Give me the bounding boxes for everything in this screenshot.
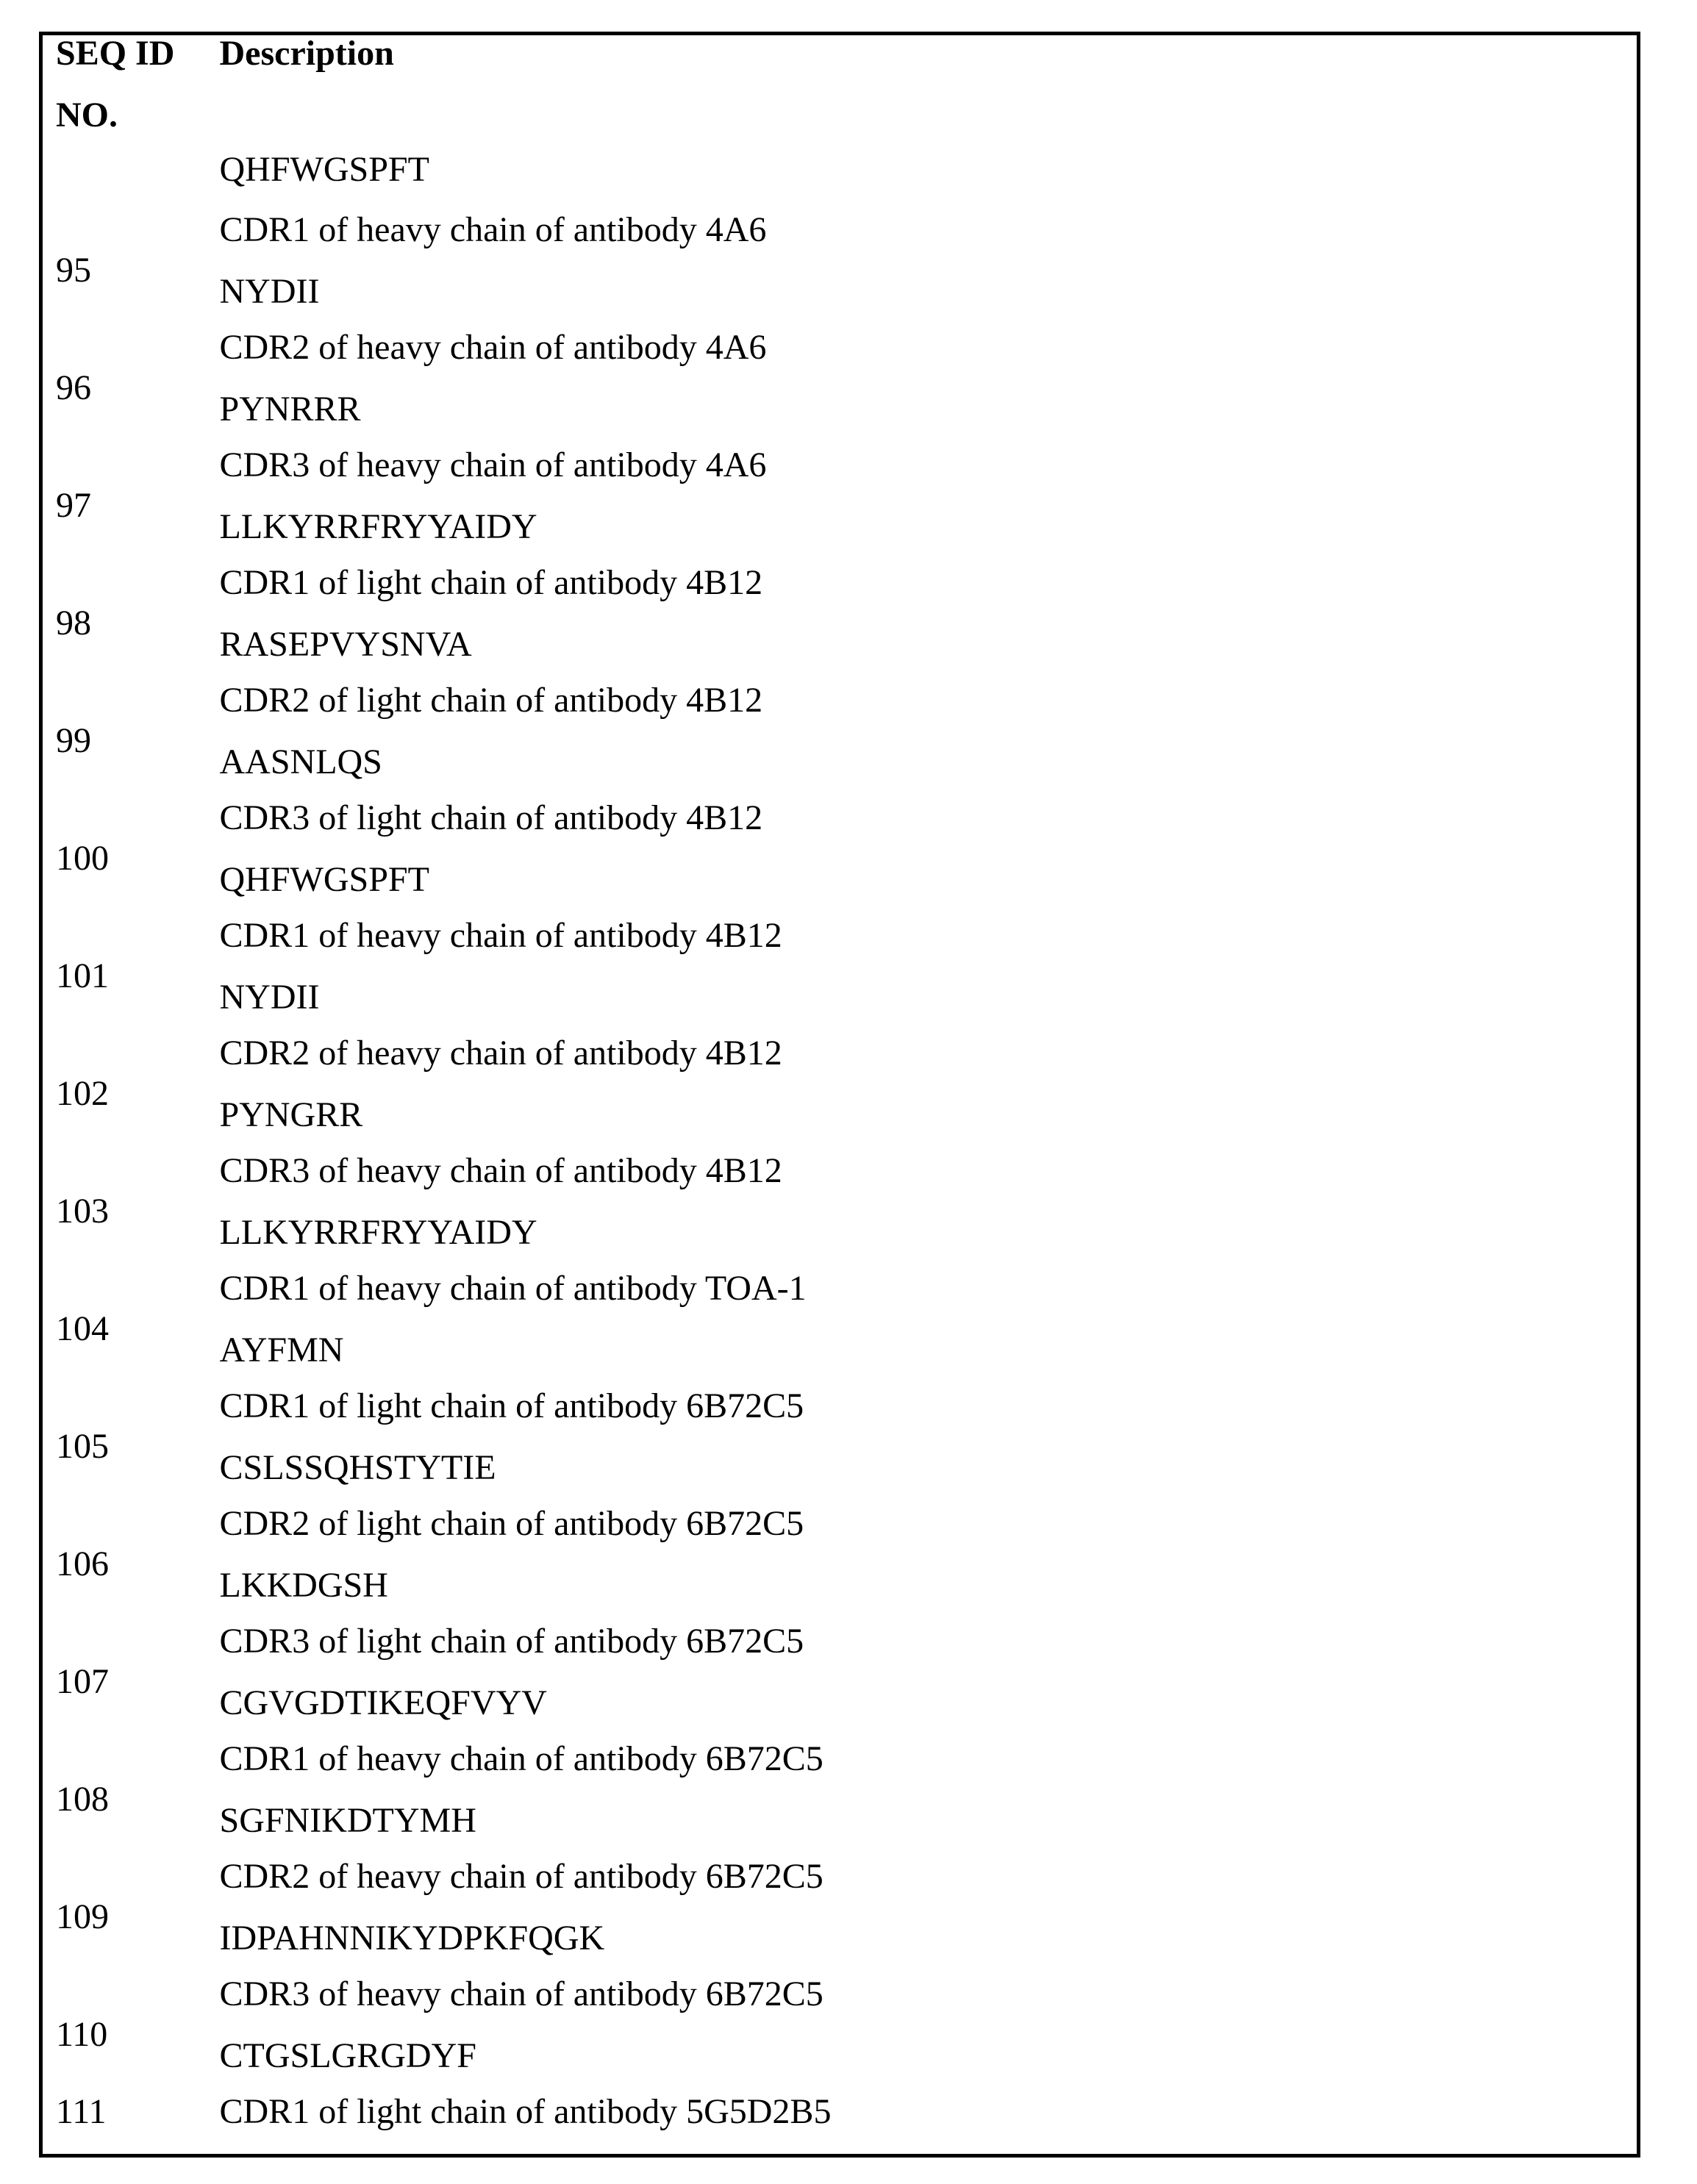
sequence-text: LLKYRRFRYYAIDY [219, 506, 537, 546]
seq-id-number: 109 [56, 1897, 109, 1936]
seq-id-cell [41, 1741, 207, 1858]
description-text: CDR2 of heavy chain of antibody 4A6 [219, 327, 767, 367]
table-row [41, 1270, 1639, 1388]
description-text: CDR1 of heavy chain of antibody 4A6 [219, 210, 767, 249]
description-text: CDR1 of light chain of antibody 6B72C5 [219, 1386, 804, 1425]
description-header-label: Description [219, 34, 394, 73]
seq-id-number: 97 [56, 485, 91, 525]
sequence-text: SGFNIKDTYMH [219, 1800, 476, 1840]
seq-id-cell [41, 151, 207, 212]
table-row [41, 1388, 1639, 1505]
seq-id-number: 100 [56, 838, 109, 878]
table-row [41, 1858, 1639, 1976]
table-row [41, 800, 1639, 917]
seq-id-number: 102 [56, 1073, 109, 1113]
sequence-text: CGVGDTIKEQFVYV [219, 1683, 547, 1722]
sequence-text: CSLSSQHSTYTIE [219, 1447, 496, 1487]
description-text: CDR1 of light chain of antibody 5G5D2B5 [219, 2091, 832, 2131]
sequence-text: QHFWGSPFT [219, 859, 429, 899]
sequence-text: NYDII [219, 271, 320, 311]
description-text: CDR2 of heavy chain of antibody 4B12 [219, 1033, 782, 1073]
seq-id-number: 108 [56, 1779, 109, 1819]
table-row [41, 1976, 1639, 2094]
description-text: CDR1 of heavy chain of antibody 4B12 [219, 915, 782, 955]
seq-id-number: 103 [56, 1191, 109, 1231]
sequence-text: IDPAHNNIKYDPKFQGK [219, 1918, 605, 1958]
description-text: CDR2 of heavy chain of antibody 6B72C5 [219, 1856, 824, 1896]
sequence-text: LKKDGSH [219, 1565, 388, 1605]
seq-id-cell [41, 1035, 207, 1153]
description-text: CDR1 of heavy chain of antibody TOA-1 [219, 1268, 807, 1308]
table-row [41, 2094, 1639, 2156]
description-cell [207, 562, 1639, 682]
description-cell [207, 1976, 1639, 2094]
description-text: CDR3 of heavy chain of antibody 6B72C5 [219, 1974, 824, 2013]
description-text: CDR3 of heavy chain of antibody 4B12 [219, 1150, 782, 1190]
table-row [41, 329, 1639, 447]
seq-id-cell [41, 1153, 207, 1270]
description-cell [207, 212, 1639, 329]
description-cell [207, 1858, 1639, 1976]
table-row [41, 1035, 1639, 1153]
description-text: CDR2 of light chain of antibody 6B72C5 [219, 1503, 804, 1543]
seq-id-cell [41, 447, 207, 565]
seq-id-number: 99 [56, 720, 91, 760]
sequence-text: PYNGRR [219, 1095, 363, 1134]
description-text: CDR3 of heavy chain of antibody 4A6 [219, 445, 767, 484]
seq-id-number: 111 [56, 2091, 107, 2131]
sequence-text: AASNLQS [219, 742, 382, 781]
description-cell [207, 1505, 1639, 1623]
table-row [41, 447, 1639, 565]
seq-id-cell [41, 565, 207, 682]
table-row [41, 212, 1639, 329]
description-cell [207, 917, 1639, 1035]
seq-id-cell [41, 1623, 207, 1741]
sequence-text: CTGSLGRGDYF [219, 2036, 476, 2075]
table-header-row [41, 34, 1639, 151]
description-cell [207, 2091, 1639, 2156]
table-row [41, 1153, 1639, 1270]
seq-id-cell [41, 2091, 207, 2156]
sequence-table-body [41, 151, 1639, 2156]
sequence-text: RASEPVYSNVA [219, 624, 472, 664]
table-row [41, 682, 1639, 800]
sequence-text: LLKYRRFRYYAIDY [219, 1212, 537, 1252]
seq-id-cell [41, 682, 207, 800]
description-cell [207, 447, 1639, 565]
seq-id-number: 105 [56, 1426, 109, 1466]
seq-id-number: 110 [56, 2014, 108, 2054]
seq-id-number: 107 [56, 1661, 109, 1701]
description-cell [207, 1741, 1639, 1858]
seq-id-header-line1: SEQ ID [56, 34, 175, 73]
description-text: CDR3 of light chain of antibody 4B12 [219, 798, 763, 837]
seq-id-cell [41, 329, 207, 447]
table-row [41, 565, 1639, 682]
seq-id-cell [41, 917, 207, 1035]
table-row [41, 1623, 1639, 1741]
seq-id-number: 101 [56, 956, 109, 995]
description-text: CDR2 of light chain of antibody 4B12 [219, 680, 763, 720]
seq-id-column-header [41, 34, 207, 151]
description-text: CDR3 of light chain of antibody 6B72C5 [219, 1621, 804, 1661]
seq-id-cell [41, 1505, 207, 1623]
table-row [41, 917, 1639, 1035]
sequence-text: QHFWGSPFT [219, 149, 429, 189]
seq-id-cell [41, 1270, 207, 1388]
seq-id-number: 104 [56, 1308, 109, 1348]
sequence-text: PYNRRR [219, 389, 361, 429]
sequence-text: NYDII [219, 977, 320, 1017]
description-cell [207, 1150, 1639, 1270]
seq-id-number: 106 [56, 1544, 109, 1583]
sequence-text: AYFMN [219, 1330, 344, 1370]
description-column-header [207, 34, 1639, 151]
description-cell [207, 682, 1639, 800]
description-cell [207, 329, 1639, 447]
description-text: CDR1 of light chain of antibody 4B12 [219, 562, 763, 602]
description-cell [207, 1270, 1639, 1388]
sequence-listing-table [39, 32, 1640, 2158]
seq-id-header-line2: NO. [56, 96, 118, 135]
seq-id-cell [41, 1858, 207, 1976]
seq-id-cell [41, 1976, 207, 2094]
seq-id-number: 95 [56, 250, 91, 290]
description-cell [207, 1388, 1639, 1505]
table-row [41, 1741, 1639, 1858]
seq-id-cell [41, 212, 207, 329]
description-text: CDR1 of heavy chain of antibody 6B72C5 [219, 1739, 824, 1778]
table-row [41, 1505, 1639, 1623]
seq-id-number: 98 [56, 603, 91, 642]
seq-id-cell [41, 1388, 207, 1505]
description-cell [207, 1623, 1639, 1741]
description-cell [207, 1035, 1639, 1153]
seq-id-number: 96 [56, 368, 91, 407]
seq-id-cell [41, 800, 207, 917]
description-cell [207, 800, 1639, 917]
